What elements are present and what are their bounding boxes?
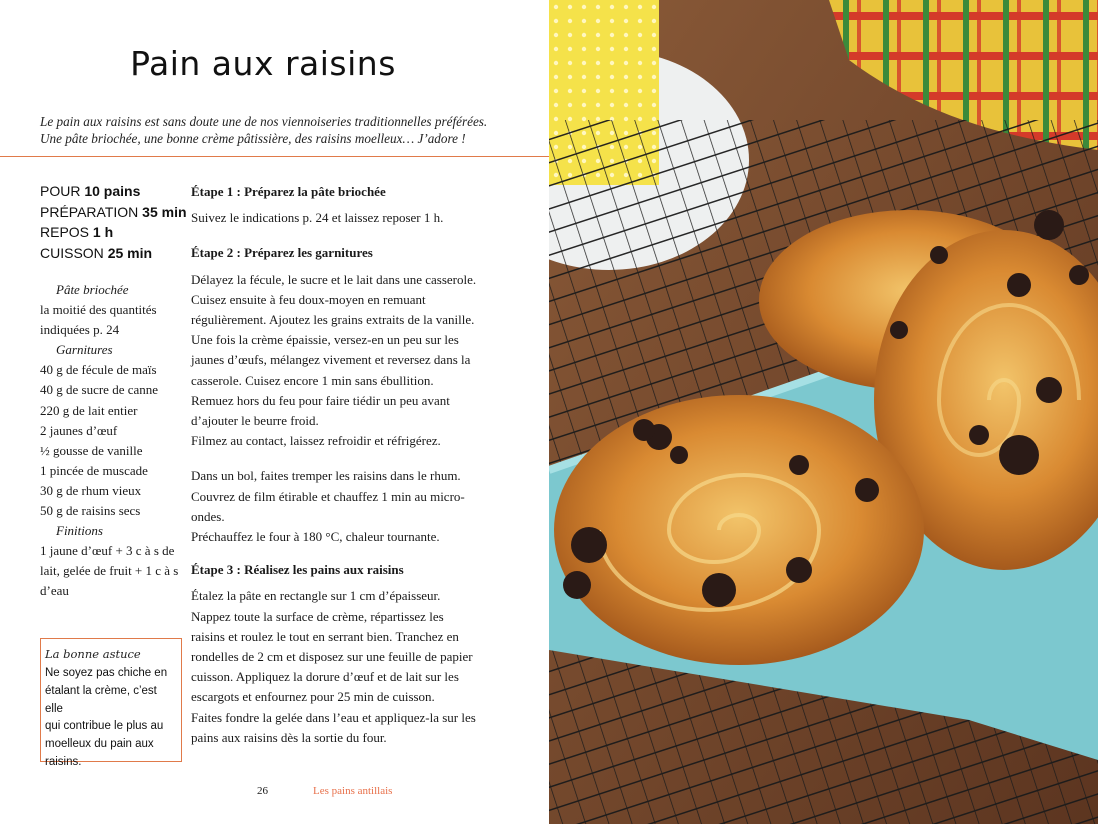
prep-row [40, 202, 187, 223]
intro-line: Une pâte briochée, une bonne crème pâtissière, des raisins moelleux… J’adore ! [40, 131, 466, 146]
prep-label: PRÉPARATION [40, 203, 139, 220]
serves-value: 10 pains [84, 183, 141, 199]
step-line: Couvrez de film étirable et chauffez 1 min au micro- [191, 488, 465, 504]
ingredient-item: 220 g de lait entier [40, 402, 138, 418]
step-line: Préchauffez le four à 180 °C, chaleur tournante. [191, 529, 440, 545]
ingredient-section-title: Finitions [56, 523, 103, 539]
tip-line: raisins. [45, 755, 82, 768]
step-line: cuisson. Appliquez la dorure d’œuf et de lait sur les [191, 669, 459, 685]
ingredient-item: 40 g de sucre de canne [40, 382, 159, 398]
ingredient-item: 30 g de rhum vieux [40, 482, 142, 498]
prep-value: 35 min [142, 203, 187, 220]
cook-label: CUISSON [40, 244, 104, 261]
pastry-bun [554, 395, 924, 665]
food-photo [549, 0, 1098, 824]
step-line: jaunes d’œufs, mélangez vivement et reversez dans la [191, 352, 471, 368]
rest-row [40, 222, 187, 243]
tip-box [40, 638, 182, 768]
cook-value: 25 min [107, 244, 153, 261]
rest-value: 1 h [92, 224, 114, 240]
step-line: rondelles de 2 cm et disposez sur une feuille de papier [191, 649, 473, 665]
page-title: Pain aux raisins [130, 44, 396, 83]
step-line: Suivez le indications p. 24 et laissez reposer 1 h. [191, 210, 444, 226]
ingredient-item: 1 jaune d’œuf + 3 c à s de [40, 543, 175, 559]
step-line: d’ajouter le beurre froid. [191, 413, 319, 429]
tip-line: Ne soyez pas chiche en [45, 667, 168, 679]
step-line: raisins et roulez le tout en serrant bien. Tranchez en [191, 628, 459, 644]
ingredient-item: 1 pincée de muscade [40, 462, 148, 478]
intro-line: Le pain aux raisins est sans doute une de nos viennoiseries traditionnelles préférées. [40, 114, 488, 129]
pastry-photo-illustration [549, 0, 1098, 824]
serves-row [40, 181, 187, 202]
serves-label: POUR [40, 183, 81, 199]
steps-section [191, 182, 491, 748]
step-line: Dans un bol, faites tremper les raisins dans le rhum. [191, 468, 461, 484]
step-line: casserole. Cuisez encore 1 min sans ébullition. [191, 372, 434, 388]
recipe-meta [40, 181, 187, 263]
step-line: escargots et enfournez pour 25 min de cuisson. [191, 689, 435, 705]
page-number: 26 [257, 785, 268, 797]
ingredient-item: indiquées p. 24 [40, 322, 120, 338]
ingredient-item: lait, gelée de fruit + 1 c à s [40, 563, 179, 579]
ingredient-item: 40 g de fécule de maïs [40, 362, 157, 378]
tip-line: qui contribue le plus au [45, 720, 164, 733]
step-line: ondes. [191, 508, 225, 524]
tip-line: étalant la crème, c’est elle [45, 684, 157, 715]
tip-title: La bonne astuce [45, 647, 141, 661]
step-title: Étape 3 : Réalisez les pains aux raisins [191, 562, 404, 578]
ingredient-item: la moitié des quantités [40, 302, 157, 318]
rest-label: REPOS [40, 224, 90, 240]
ingredient-item: 50 g de raisins secs [40, 503, 141, 519]
step-line: régulièrement. Ajoutez les grains extraits de la vanille. [191, 312, 475, 328]
step-line: Remuez hors du feu pour faire tiédir un peu avant [191, 392, 450, 408]
step-title: Étape 1 : Préparez la pâte briochée [191, 184, 386, 199]
step-line: Étalez la pâte en rectangle sur 1 cm d’épaisseur. [191, 588, 441, 604]
ingredient-section-title: Garnitures [56, 342, 113, 358]
step-line: Faites fondre la gelée dans l’eau et appliquez-la sur les [191, 709, 476, 725]
cook-row [40, 243, 187, 264]
tip-line: moelleux du pain aux [45, 738, 154, 751]
intro-text [40, 113, 510, 147]
chapter-name: Les pains antillais [313, 785, 393, 797]
step-line: Cuisez ensuite à feu doux-moyen en remuant [191, 291, 426, 307]
step-line: Une fois la crème épaissie, versez-en un peu sur les [191, 332, 459, 348]
tip-text [45, 665, 177, 772]
step-line: Nappez toute la surface de crème, répartissez les [191, 608, 444, 624]
divider [0, 156, 549, 157]
step-line: Filmez au contact, laissez refroidir et réfrigérez. [191, 433, 441, 449]
ingredient-item: d’eau [40, 583, 69, 599]
step-title: Étape 2 : Préparez les garnitures [191, 245, 373, 261]
ingredient-section-title: Pâte briochée [56, 282, 129, 297]
ingredient-item: ½ gousse de vanille [40, 442, 143, 458]
ingredients-list [40, 280, 185, 602]
step-line: pains aux raisins dès la sortie du four. [191, 729, 387, 745]
step-line: Délayez la fécule, le sucre et le lait dans une casserole. [191, 271, 477, 287]
ingredient-item: 2 jaunes d’œuf [40, 422, 118, 438]
